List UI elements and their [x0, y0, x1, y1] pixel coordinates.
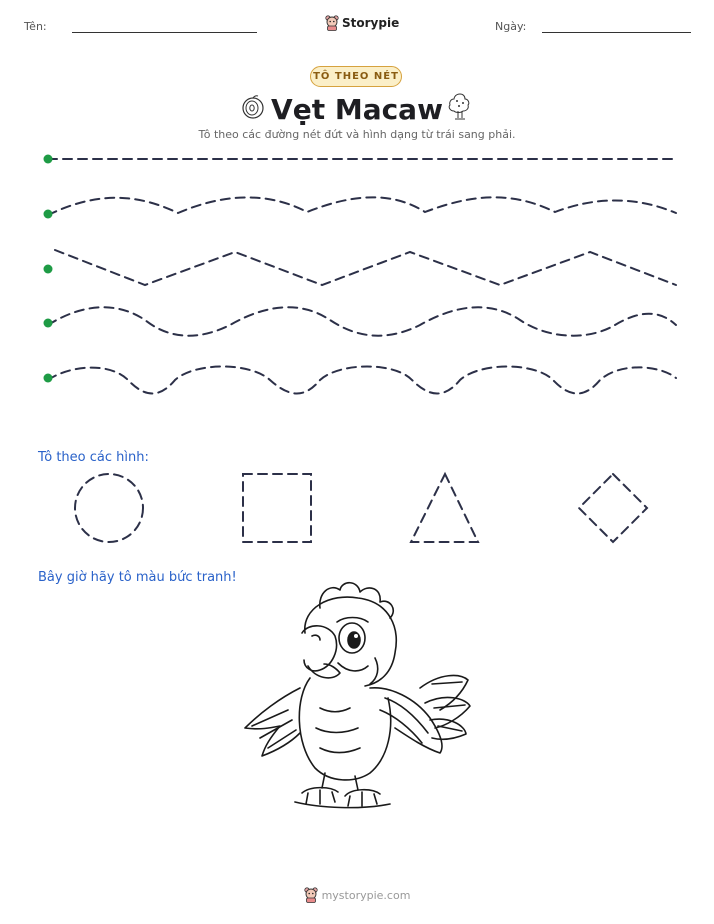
shape-circle — [75, 474, 143, 542]
bear-logo-icon — [304, 887, 318, 903]
footer — [300, 884, 414, 906]
tracing-lines[interactable] — [0, 140, 714, 400]
start-dot — [44, 319, 53, 328]
shape-diamond — [579, 474, 647, 542]
name-label: Tên: — [24, 20, 47, 33]
coloring-heading: Bây giờ hãy tô màu bức tranh! — [38, 570, 237, 585]
page-title: Vẹt Macaw — [271, 93, 443, 126]
tree-outline-icon — [446, 91, 474, 121]
tracing-shapes[interactable] — [0, 465, 714, 555]
brand-logo — [325, 14, 399, 32]
worksheet-badge: TÔ THEO NÉT — [310, 66, 402, 87]
start-dot — [44, 374, 53, 383]
page-subtitle: Tô theo các đường nét đứt và hình dạng từ trái sang phải. — [198, 128, 516, 141]
start-dot — [44, 265, 53, 274]
brand-name: Storypie — [342, 16, 400, 30]
tracing-line-gentle-wave — [48, 197, 676, 215]
shape-square — [243, 474, 311, 542]
date-line[interactable] — [542, 32, 691, 33]
start-dot — [44, 210, 53, 219]
tracing-line-zigzag — [55, 250, 676, 285]
shapes-heading: Tô theo các hình: — [38, 450, 149, 465]
tracing-line-bumpy-wave — [48, 367, 676, 394]
tracing-line-smooth-wave — [48, 307, 676, 335]
footer-url[interactable]: mystorypie.com — [321, 888, 411, 902]
date-label: Ngày: — [495, 20, 527, 33]
parrot-coloring-illustration[interactable] — [240, 578, 475, 818]
bear-logo-icon — [325, 15, 339, 31]
name-line[interactable] — [72, 32, 257, 33]
start-dot — [44, 155, 53, 164]
shape-triangle — [411, 474, 478, 542]
